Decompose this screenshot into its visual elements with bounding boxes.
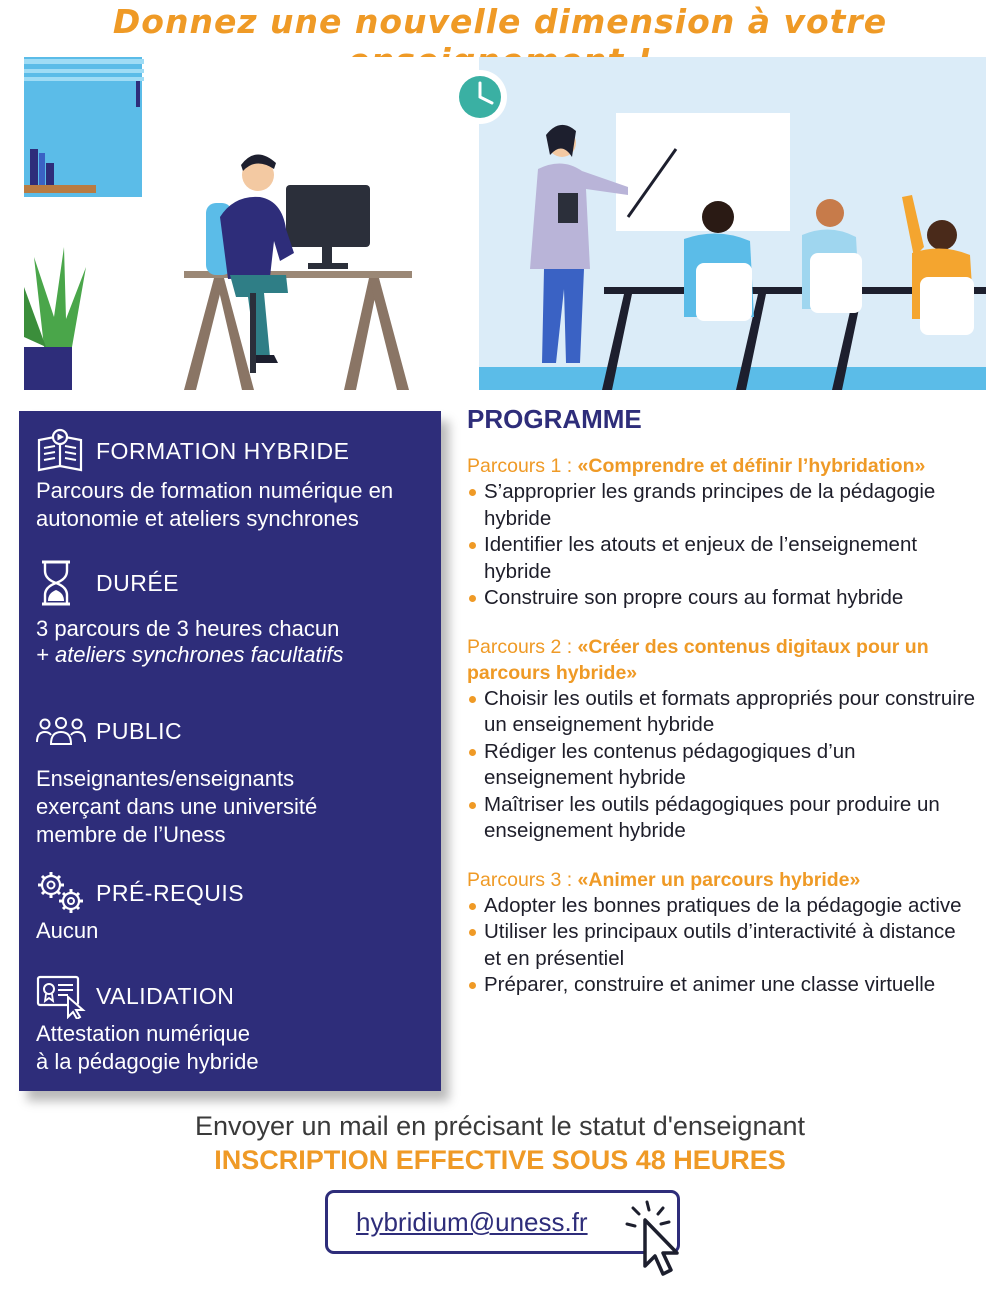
section-text: membre de l’Uness	[36, 822, 226, 847]
list-item: Maîtriser les outils pédagogiques pour produire un enseignement hybride	[467, 792, 977, 845]
section-validation	[36, 972, 436, 1076]
parcours-label: Parcours 2 :	[467, 635, 578, 658]
parcours-1	[467, 453, 977, 612]
section-text: Aucun	[36, 918, 99, 943]
hourglass-icon	[36, 559, 88, 607]
programme	[467, 404, 977, 1021]
section-public	[36, 707, 436, 849]
headline: Donnez une nouvelle dimension à votre	[112, 2, 888, 41]
people-icon	[36, 707, 88, 755]
parcours-title	[467, 453, 977, 479]
classroom-illustration	[24, 57, 986, 390]
certificate-icon	[36, 972, 88, 1020]
section-text: Parcours de formation numérique en	[36, 478, 394, 503]
registration-notice: INSCRIPTION EFFECTIVE SOUS 48 HEURES	[214, 1145, 786, 1175]
list-item: Construire son propre cours au format hybride	[467, 585, 977, 612]
section-title: PRÉ-REQUIS	[96, 879, 245, 906]
section-text: 3 parcours de 3 heures chacun	[36, 616, 340, 641]
section-title: PUBLIC	[96, 717, 183, 744]
book-play-icon	[36, 427, 88, 475]
section-prerequis	[36, 869, 436, 945]
section-title: FORMATION HYBRIDE	[96, 437, 350, 464]
info-panel	[19, 411, 441, 1091]
list-item: Utiliser les principaux outils d’interactivité à distance et en présentiel	[467, 919, 977, 972]
list-item: Rédiger les contenus pédagogiques d’un enseignement hybride	[467, 739, 977, 792]
list-item: Choisir les outils et formats appropriés pour construire un enseignement hybride	[467, 686, 977, 739]
section-text: à la pédagogie hybride	[36, 1049, 259, 1074]
section-title: DURÉE	[96, 569, 180, 596]
parcours-label: Parcours 1 :	[467, 455, 578, 477]
parcours-name: «Animer un parcours hybride»	[577, 868, 861, 891]
pointer-cursor-icon	[625, 1200, 695, 1284]
section-text: Enseignantes/enseignants	[36, 766, 295, 791]
list-item: Adopter les bonnes pratiques de la pédagogie active	[467, 893, 977, 920]
list-item: S’approprier les grands principes de la pédagogie hybride	[467, 479, 977, 532]
programme-title: PROGRAMME	[467, 404, 642, 434]
parcours-name: «Comprendre et définir l’hybridation»	[577, 455, 926, 477]
parcours-title	[467, 867, 977, 893]
parcours-title	[467, 634, 977, 686]
parcours-name: «Créer des contenus digitaux pour un parcours hybride»	[467, 635, 929, 684]
parcours-label: Parcours 3 :	[467, 868, 578, 891]
section-text: exerçant dans une université	[36, 794, 318, 819]
instruction-text: Envoyer un mail en précisant le statut d'enseignant	[194, 1111, 806, 1141]
parcours-3	[467, 867, 977, 999]
email-link[interactable]: hybridium@uness.fr	[356, 1207, 588, 1237]
section-duree	[36, 559, 436, 667]
section-text: Attestation numérique	[36, 1021, 251, 1046]
list-item: Identifier les atouts et enjeux de l’enseignement hybride	[467, 532, 977, 585]
gears-icon	[36, 869, 88, 917]
parcours-2	[467, 634, 977, 845]
section-formation	[36, 427, 436, 533]
section-note: + ateliers synchrones facultatifs	[36, 642, 344, 667]
section-title: VALIDATION	[96, 982, 235, 1009]
list-item: Préparer, construire et animer une classe virtuelle	[467, 972, 977, 999]
section-text: autonomie et ateliers synchrones	[36, 506, 359, 531]
